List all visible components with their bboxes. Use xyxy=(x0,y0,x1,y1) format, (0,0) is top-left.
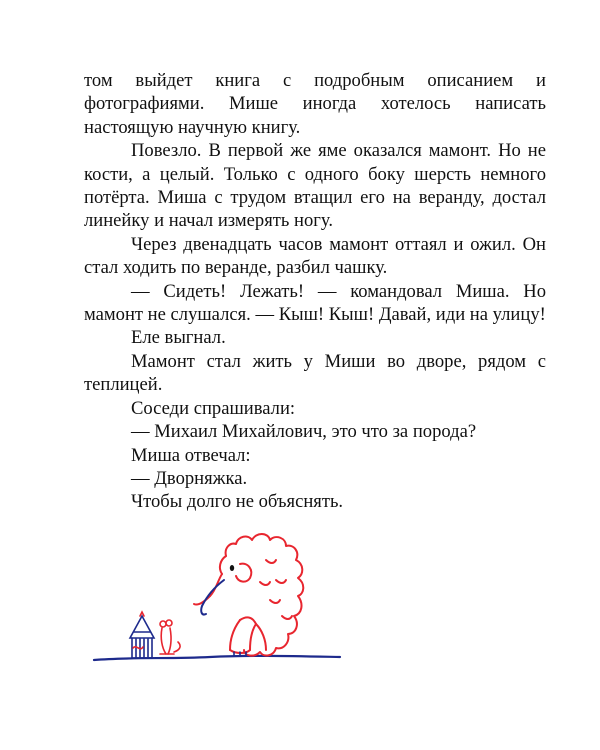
mammoth-drawing xyxy=(90,520,350,670)
paragraph-10: — Дворняжка. xyxy=(131,467,248,489)
paragraph-2: Повезло. В первой же яме оказался мамонт. Но не кости, а целый. Только с одного боку шерсть немного потёрта. Миша с трудом втащил его на веранду, достал линейку и начал измерять ногу. xyxy=(84,140,546,232)
paragraph-4: — Сидеть! Лежать! — командовал Миша. Но мамонт не слушался. — Кыш! Кыш! Давай, иди на улицу! xyxy=(84,280,546,326)
paragraph-7: Соседи спрашивали: xyxy=(131,397,296,419)
mammoth-eye xyxy=(230,565,234,571)
paragraph-3: Через двенадцать часов мамонт оттаял и ожил. Он стал ходить по веранде, разбил чашку. xyxy=(84,233,546,279)
kennel-icon xyxy=(130,616,154,658)
mammoth-illustration xyxy=(90,520,350,670)
mammoth-body xyxy=(194,534,303,656)
paragraph-6: Мамонт стал жить у Миши во дворе, рядом с теплицей. xyxy=(84,350,546,396)
mammoth-tusk xyxy=(201,580,224,615)
paragraph-9: Миша отвечал: xyxy=(131,444,251,466)
text-column xyxy=(84,69,546,514)
mouse-icon xyxy=(160,620,180,654)
paragraph-8: — Михаил Михайлович, это что за порода? xyxy=(131,421,477,443)
paragraph-5: Еле выгнал. xyxy=(131,327,226,349)
paragraph-1: том выйдет книга с подробным описанием и фотографиями. Мише иногда хотелось написать настоящую научную книгу. xyxy=(84,70,546,138)
paragraph-11: Чтобы долго не объяснять. xyxy=(131,491,344,513)
ground-line xyxy=(94,656,340,660)
